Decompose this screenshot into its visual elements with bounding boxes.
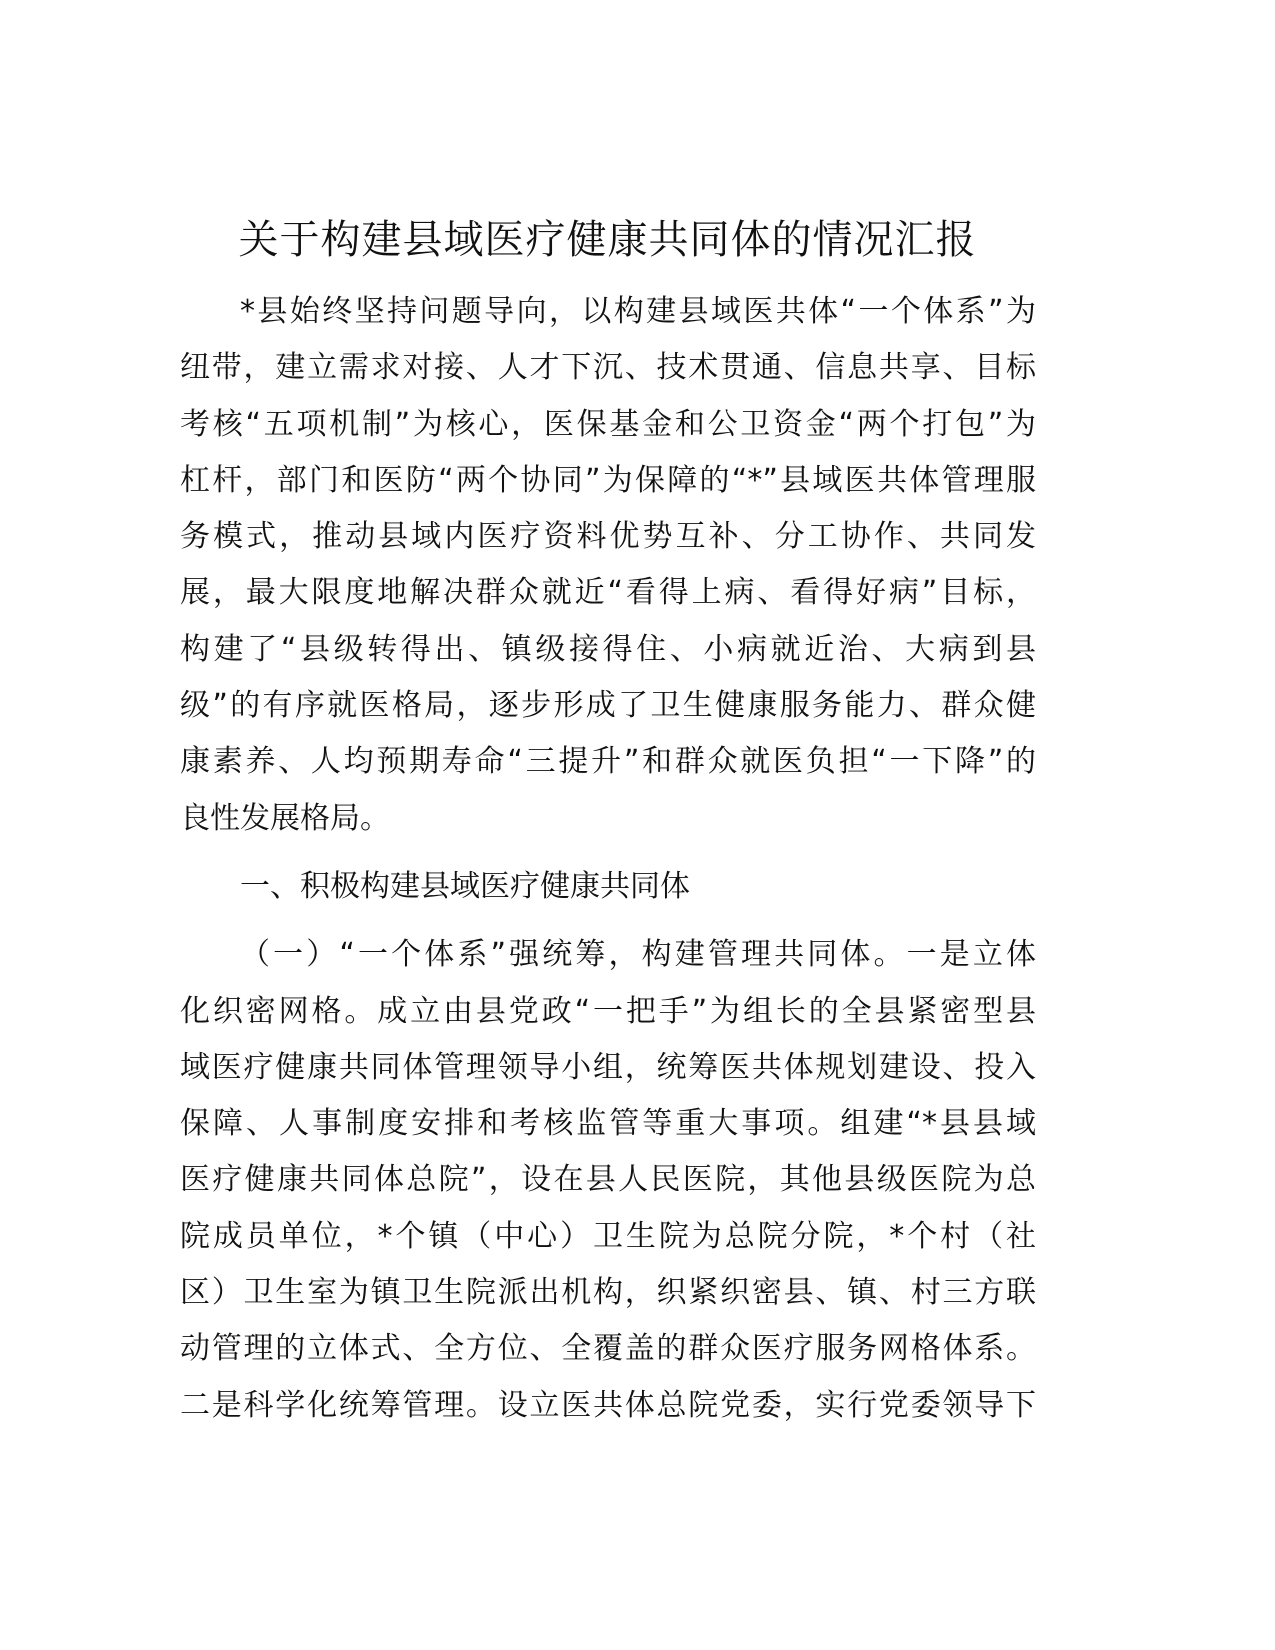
text-line: 动管理的立体式、全方位、全覆盖的群众医疗服务网格体系。 bbox=[180, 1331, 1036, 1367]
paragraph-section-1-1 bbox=[180, 927, 1036, 1434]
text-line: （一）“一个体系”强统筹，构建管理共同体。一是立体 bbox=[240, 937, 1036, 973]
text-line: 康素养、人均预期寿命“三提升”和群众就医负担“一下降”的 bbox=[180, 744, 1036, 780]
text-line: 杠杆，部门和医防“两个协同”为保障的“*”县域医共体管理服 bbox=[180, 462, 1036, 498]
text-line: 化织密网格。成立由县党政“一把手”为组长的全县紧密型县 bbox=[180, 993, 1036, 1029]
paragraph-gap bbox=[180, 847, 1036, 859]
text-line: 考核“五项机制”为核心，医保基金和公卫资金“两个打包”为 bbox=[180, 406, 1036, 442]
paragraph-gap bbox=[180, 915, 1036, 927]
heading-line: 一、积极构建县域医疗健康共同体 bbox=[240, 868, 690, 904]
text-line: 良性发展格局。 bbox=[180, 800, 390, 836]
text-line: *县始终坚持问题导向，以构建县域医共体“一个体系”为 bbox=[240, 294, 1036, 329]
text-line: 务模式，推动县域内医疗资料优势互补、分工协作、共同发 bbox=[180, 519, 1036, 555]
text-line: 二是科学化统筹管理。设立医共体总院党委，实行党委领导下 bbox=[180, 1387, 1036, 1423]
text-line: 保障、人事制度安排和考核监管等重大事项。组建“*县县域 bbox=[180, 1106, 1036, 1142]
text-line: 区）卫生室为镇卫生院派出机构，织紧织密县、镇、村三方联 bbox=[180, 1275, 1036, 1311]
text-line: 纽带，建立需求对接、人才下沉、技术贯通、信息共享、目标 bbox=[180, 350, 1036, 386]
text-line: 构建了“县级转得出、镇级接得住、小病就近治、大病到县 bbox=[180, 631, 1036, 667]
document-body bbox=[180, 284, 1036, 1434]
text-line: 展，最大限度地解决群众就近“看得上病、看得好病”目标， bbox=[180, 575, 1036, 611]
text-line: 医疗健康共同体总院”，设在县人民医院，其他县级医院为总 bbox=[180, 1162, 1036, 1198]
paragraph-intro bbox=[180, 284, 1036, 847]
text-line: 域医疗健康共同体管理领导小组，统筹医共体规划建设、投入 bbox=[180, 1049, 1036, 1085]
document-title: 关于构建县域医疗健康共同体的情况汇报 bbox=[238, 217, 977, 263]
text-line: 级”的有序就医格局，逐步形成了卫生健康服务能力、群众健 bbox=[180, 688, 1036, 724]
text-line: 院成员单位，*个镇（中心）卫生院为总院分院，*个村（社 bbox=[180, 1218, 1036, 1254]
section-heading bbox=[180, 859, 1036, 915]
